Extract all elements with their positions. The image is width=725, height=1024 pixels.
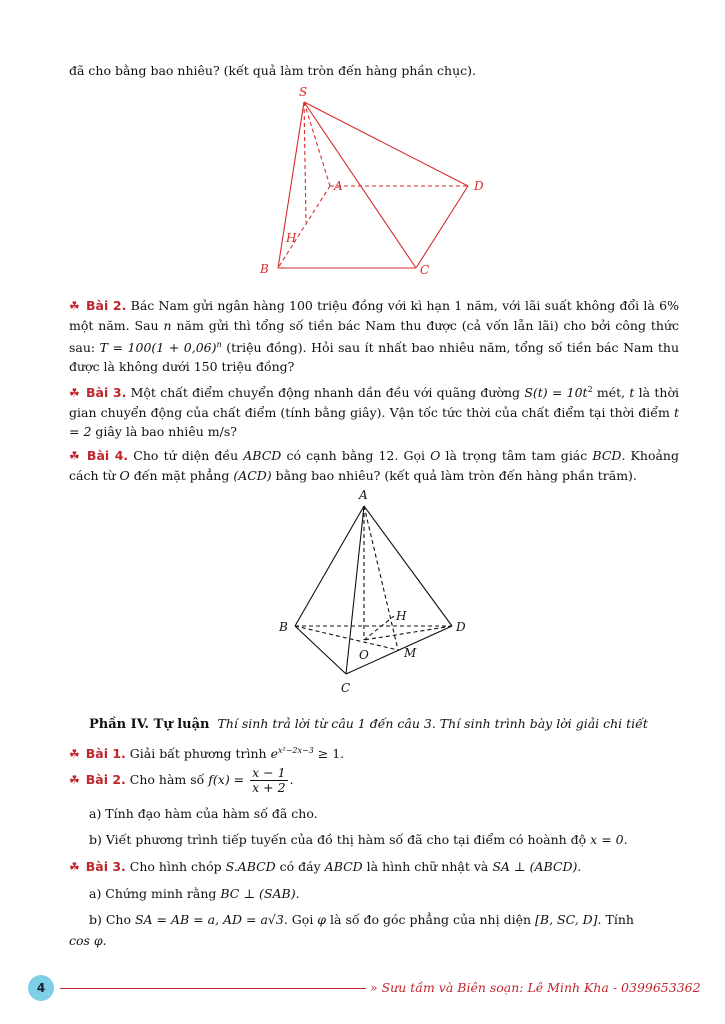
essay-2-part-a: a) Tính đạo hàm của hàm số đã cho. bbox=[89, 806, 318, 821]
fig2-label-b: B bbox=[279, 620, 288, 634]
essay-3-label: Bài 3. bbox=[85, 859, 126, 874]
fraction: $\frac{x - 1}{x + 2}$ bbox=[252, 765, 286, 795]
essay-3-part-a: a) Chứng minh rằng BC ⊥ (SAB). bbox=[89, 886, 300, 901]
essay-3-part-b: b) Cho SA = AB = a, AD = a√3. Gọi φ là số đo góc phẳng của nhị diện [B, SC, D]. Tính bbox=[89, 912, 634, 927]
intro-line: đã cho bằng bao nhiêu? (kết quả làm tròn đến hàng phần chục). bbox=[69, 63, 477, 78]
essay-2-part-b: b) Viết phương trình tiếp tuyến của đồ thị hàm số đã cho tại điểm có hoành độ x = 0. bbox=[89, 832, 628, 847]
problem-bullet-icon: ☘ bbox=[69, 299, 80, 313]
fig1-label-h: H bbox=[286, 231, 297, 245]
problem-2: ☘ Bài 2. Bác Nam gửi ngân hàng 100 triệu đồng với kì hạn 1 năm, với lãi suất không đổi là 6% một năm. Sau n năm gửi thì tổng số tiền bác Nam thu được (cả vốn lẫn lãi) cho bởi công thức sau: $T = 100(1 + 0,06)^n$ (triệu đồng). Hỏi sau ít nhất bao nhiêu năm, tổng số tiền bác Nam thu được là không dưới 150 triệu đồng? bbox=[69, 298, 679, 375]
problem-bullet-icon: ☘ bbox=[69, 386, 80, 401]
essay-3: ☘ Bài 3. Cho hình chóp S.ABCD có đáy ABCD là hình chữ nhật và SA ⊥ (ABCD). bbox=[69, 859, 582, 874]
problem-4: ☘ Bài 4. Cho tứ diện đều ABCD có cạnh bằng 12. Gọi O là trọng tâm tam giác BCD. Khoảng cách từ O đến mặt phẳng (ACD) bằng bao nhiêu? (kết quả làm tròn đến hàng phần trăm). bbox=[69, 448, 679, 483]
fig1-label-d: D bbox=[474, 179, 484, 193]
fig1-label-b: B bbox=[260, 262, 269, 276]
essay-3-part-b-cont: cos φ. bbox=[69, 933, 107, 948]
problem-3-label: Bài 3. bbox=[86, 385, 127, 401]
page-number-badge: 4 bbox=[28, 975, 54, 1001]
problem-bullet-icon: ☘ bbox=[69, 449, 80, 463]
problem-4-label: Bài 4. bbox=[86, 448, 129, 463]
footer-divider bbox=[60, 988, 366, 989]
fig1-label-a: A bbox=[334, 179, 343, 193]
fig2-label-c: C bbox=[341, 681, 351, 695]
fig1-label-c: C bbox=[420, 263, 430, 277]
problem-bullet-icon: ☘ bbox=[69, 747, 80, 762]
figure-tetrahedron-abcd bbox=[270, 484, 480, 698]
problem-bullet-icon: ☘ bbox=[69, 860, 80, 874]
fig1-label-s: S bbox=[299, 85, 308, 99]
fig2-label-m: M bbox=[404, 646, 417, 660]
fig2-label-d: D bbox=[456, 620, 466, 634]
fig2-label-a: A bbox=[359, 488, 368, 502]
fig2-label-h: H bbox=[396, 609, 407, 623]
problem-3: ☘ Bài 3. Một chất điểm chuyển động nhanh dần đều với quãng đường $S(t) = 10t^2$ mét, t là thời gian chuyển động của chất điểm (tính bằng giây). Vận tốc tức thời của chất điểm tại thời điểm t = 2 giây là bao nhiêu m/s? bbox=[69, 385, 679, 440]
essay-2: ☘ Bài 2. Cho hàm số f(x) = $\frac{x - 1}{x + 2}$ . bbox=[69, 765, 294, 795]
essay-1: ☘ Bài 1. Giải bất phương trình $e^{x^2-2x-3} \ge 1$. bbox=[69, 746, 345, 762]
problem-2-label: Bài 2. bbox=[86, 298, 127, 313]
essay-2-label: Bài 2. bbox=[85, 772, 126, 787]
fig2-label-o: O bbox=[359, 648, 369, 662]
essay-1-label: Bài 1. bbox=[85, 746, 126, 762]
footer-credit: » Sưu tầm và Biên soạn: Lê Minh Kha - 0399653362 bbox=[370, 980, 701, 995]
part-4-heading: Phần IV. Tự luận Thí sinh trả lời từ câu 1 đến câu 3. Thí sinh trình bày lời giải chi tiết bbox=[89, 716, 648, 732]
problem-bullet-icon: ☘ bbox=[69, 773, 80, 787]
figure-pyramid-sabcd bbox=[250, 82, 510, 282]
